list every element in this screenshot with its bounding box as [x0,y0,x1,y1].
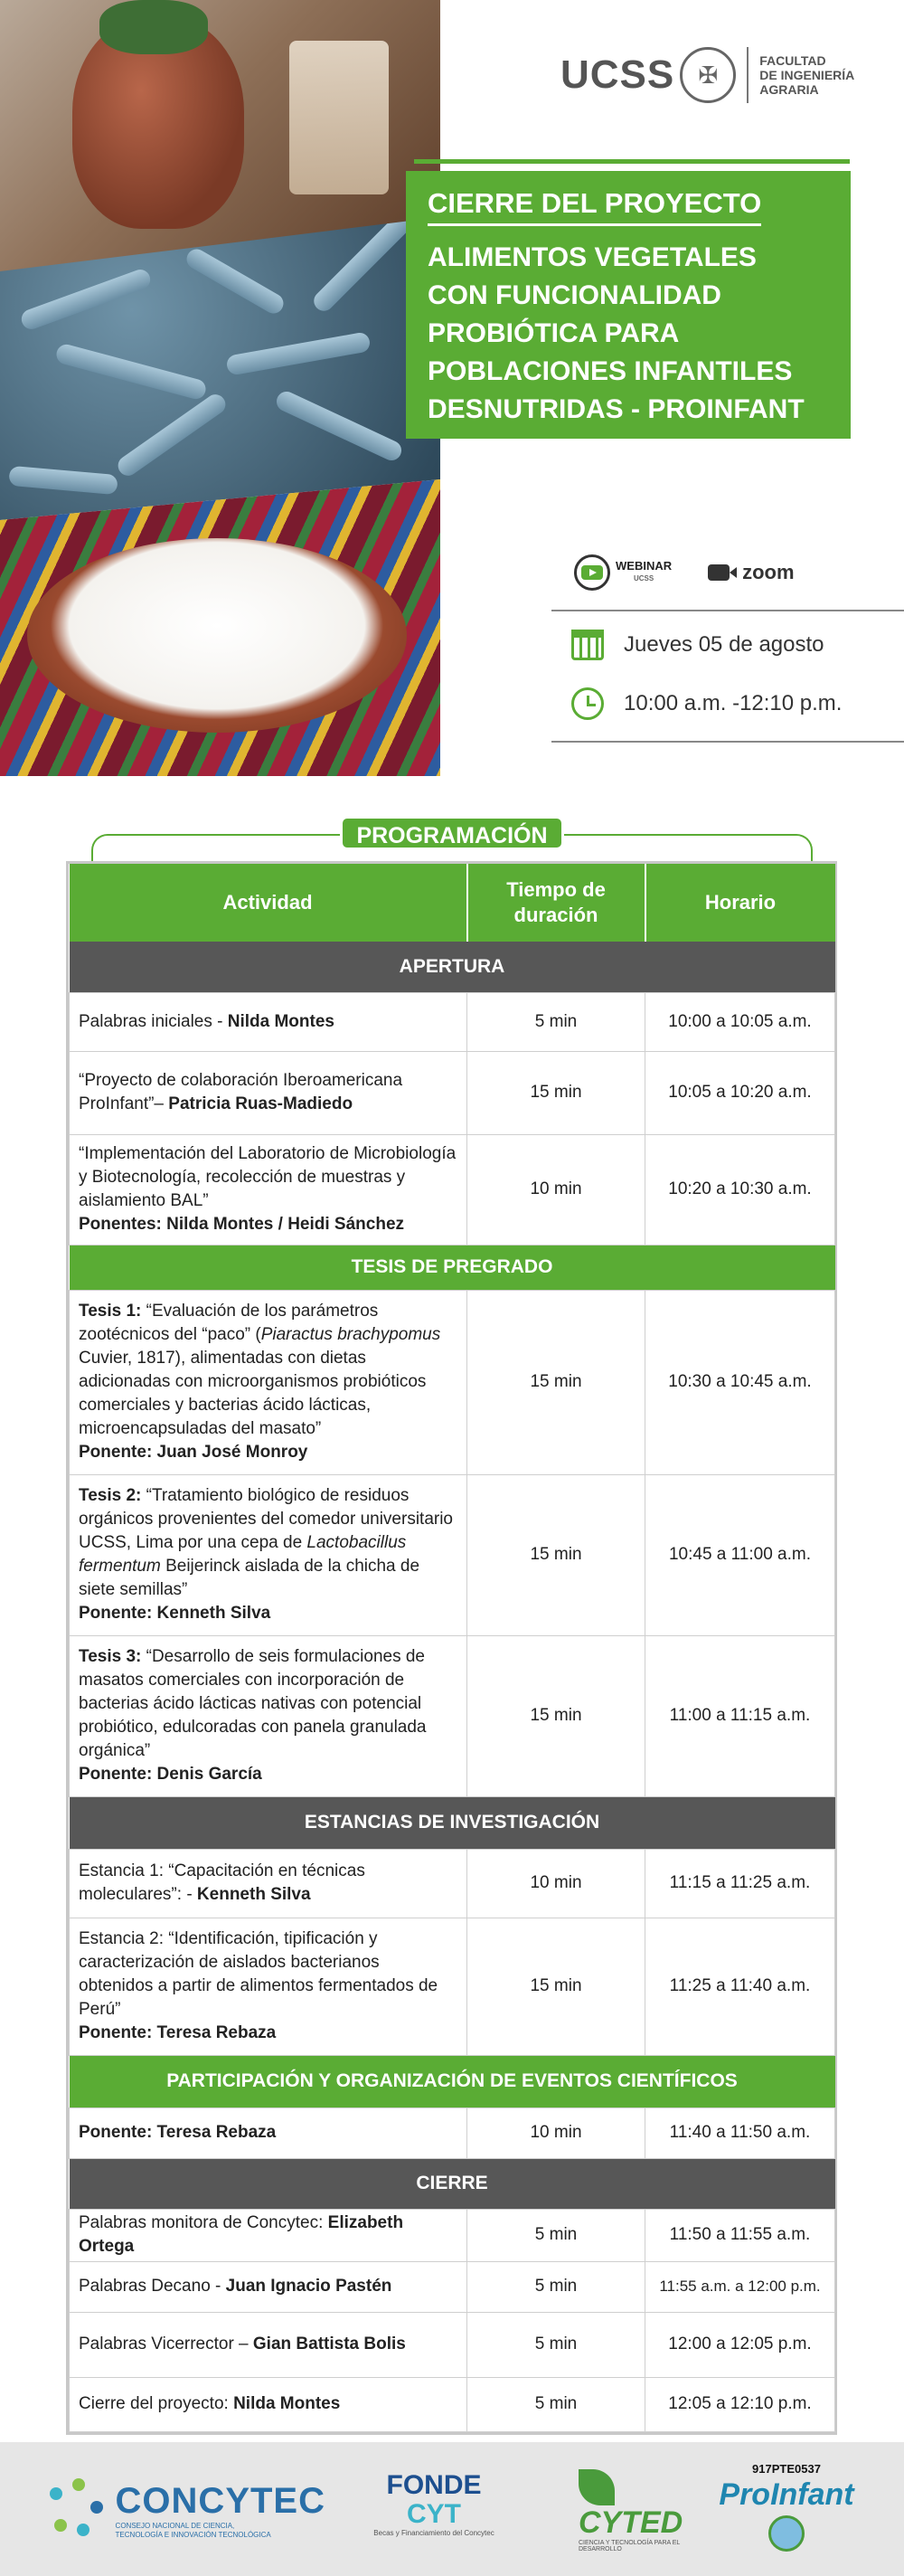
duration-cell: 5 min [467,2312,645,2377]
activity-cell [70,2261,467,2312]
camera-icon [708,564,730,581]
webinar-text [616,560,672,585]
activity-cell [70,1051,467,1134]
concytec-subtitle: TECNOLOGÍA E INNOVACIÓN TECNOLÓGICA [115,2530,271,2539]
activity-text: “Evaluación de los parámetros zootécnicos del “paco” ( [79,1302,379,1344]
col-duration-line: Tiempo de [506,878,606,901]
faculty-line: FACULTAD [759,53,826,68]
divider [551,610,904,611]
schedule-cell: 11:15 a 11:25 a.m. [645,1849,835,1918]
duration-cell: 10 min [467,1849,645,1918]
schedule-cell: 10:20 a 10:30 a.m. [645,1134,835,1245]
activity-cell [70,2312,467,2377]
title-line: DESNUTRIDAS - PROINFANT [428,394,805,424]
duration-cell: 10 min [467,2107,645,2158]
bacterium [8,466,118,495]
schedule-table [66,861,837,2435]
species-name: Lactobacillus fermentum [79,1533,407,1576]
bacterium [19,267,153,332]
table-row [70,2107,835,2158]
duration-cell: 15 min [467,1290,645,1474]
schedule-cell: 10:00 a 10:05 a.m. [645,992,835,1051]
section-row [70,1245,835,1290]
schedule-cell: 11:40 a 11:50 a.m. [645,2107,835,2158]
concytec-text [116,2481,325,2540]
speaker-name: Ponente: Teresa Rebaza [79,2123,277,2142]
university-seal-icon: ✠ [680,47,736,103]
activity-text: Estancia 2: “Identificación, tipificación y caracterización de aislados bacterianos obtenidos a partir de alimentos fermentados de Perú” [79,1929,438,2019]
activity-cell [70,1918,467,2055]
col-duration [467,864,645,942]
schedule-cell: 11:55 a.m. a 12:00 p.m. [645,2261,835,2312]
photo-collage [0,0,440,776]
logo-divider [747,47,749,103]
activity-text: Cierre del proyecto: [79,2394,234,2413]
event-time: 10:00 a.m. -12:10 p.m. [624,691,843,715]
activity-text: Palabras Decano - [79,2277,226,2296]
zoom-logo [708,561,794,584]
duration-cell: 5 min [467,2261,645,2312]
zoom-label: zoom [742,561,795,583]
bacterium [225,331,371,375]
divider [551,741,904,743]
activity-cell [70,2377,467,2431]
title-accent-line [414,159,850,164]
thesis-label: Tesis 3: [79,1647,142,1666]
activity-cell [70,1134,467,1245]
table-row [70,1918,835,2055]
activity-text: “Desarrollo de seis formulaciones de masatos comerciales con incorporación de bacterias ácido lácticas nativas con potencial probiótico, edulcoradas con panela granulada orgánica” [79,1647,427,1760]
table-row [70,1849,835,1918]
webinar-label: WEBINAR [616,559,673,573]
table-row [70,1051,835,1134]
sponsors-footer [0,2442,904,2576]
speaker-name: Elizabeth Ortega [79,2213,404,2256]
proinfant-wordmark: ProInfant [719,2477,854,2512]
schedule-cell: 12:00 a 12:05 p.m. [645,2312,835,2377]
speaker-name: Patricia Ruas-Madiedo [168,1094,353,1113]
table-row [70,992,835,1051]
title-box [406,171,851,439]
play-icon [574,554,610,591]
species-name: Piaractus brachypomus [260,1325,441,1344]
duration-cell: 15 min [467,1474,645,1635]
col-activity: Actividad [70,864,467,942]
speaker-name: Kenneth Silva [196,1885,311,1904]
section-title: ESTANCIAS DE INVESTIGACIÓN [70,1796,835,1849]
cyted-wordmark: CYTED [579,2505,683,2540]
speaker-name: Ponente: Teresa Rebaza [79,2023,277,2042]
activity-cell [70,1290,467,1474]
fondecyt-subtitle: Becas y Financiamiento del Concytec [373,2529,494,2537]
duration-cell: 5 min [467,2377,645,2431]
webinar-sub: UCSS [633,574,654,582]
speaker-name: Juan Ignacio Pastén [225,2277,392,2296]
speaker-name: Ponente: Kenneth Silva [79,1604,271,1623]
activity-cell [70,2209,467,2261]
thesis-label: Tesis 2: [79,1486,142,1505]
duration-cell: 10 min [467,1134,645,1245]
speaker-name: Ponente: Denis García [79,1765,262,1784]
activity-text: Estancia 1: “Capacitación en técnicas moleculares”: - [79,1861,365,1904]
proinfant-logo [710,2462,863,2571]
bacterium [54,342,208,401]
section-row [70,2055,835,2107]
activity-cell [70,992,467,1051]
table-row [70,1134,835,1245]
cyt-wordmark: CYT [407,2499,461,2529]
schedule-cell: 10:30 a 10:45 a.m. [645,1290,835,1474]
event-date: Jueves 05 de agosto [624,632,824,657]
activity-text: “Proyecto de colaboración Iberoamericana ProInfant”– [79,1071,403,1113]
leaf-icon [579,2469,615,2505]
title-line: CON FUNCIONALIDAD [428,280,721,310]
fondecyt-logo [371,2471,497,2552]
schedule-cell: 11:00 a 11:15 a.m. [645,1635,835,1796]
activity-text: “Tratamiento biológico de residuos orgánicos provenientes del comedor universitario UCSS, Lima por una cepa de [79,1486,454,1552]
section-title: PARTICIPACIÓN Y ORGANIZACIÓN DE EVENTOS CIENTÍFICOS [70,2055,835,2107]
activity-text: Palabras monitora de Concytec: [79,2213,328,2232]
concytec-wordmark: CONCYTEC [115,2480,325,2521]
cyted-logo [579,2469,705,2560]
faculty-name [759,53,854,97]
schedule-cell: 11:25 a 11:40 a.m. [645,1918,835,2055]
baby-icon [768,2515,805,2552]
duration-cell: 15 min [467,1918,645,2055]
duration-cell: 15 min [467,1051,645,1134]
duration-cell: 5 min [467,992,645,1051]
title-line: PROBIÓTICA PARA [428,318,680,348]
faculty-line: DE INGENIERÍA [759,68,855,82]
activity-text: Palabras iniciales - [79,1011,228,1031]
activity-cell [70,2107,467,2158]
faculty-line: AGRARIA [759,82,819,97]
network-icon [45,2478,107,2542]
table-row [70,1635,835,1796]
pot-cloth-shape [99,0,208,54]
concytec-logo [45,2469,325,2551]
table-row [70,2312,835,2377]
title-line: POBLACIONES INFANTILES [428,356,793,386]
drink-glass-shape [289,41,389,194]
col-schedule: Horario [645,864,835,942]
activity-text: Cuvier, 1817), alimentadas con dietas adicionadas con microorganismos probióticos comerciales y bacterias ácido lácticas, microencapsuladas del masato” [79,1349,427,1438]
title-kicker: CIERRE DEL PROYECTO [428,187,761,226]
schedule-cell: 10:45 a 11:00 a.m. [645,1474,835,1635]
speaker-name: Nilda Montes [233,2394,341,2413]
duration-cell: 15 min [467,1635,645,1796]
thesis-label: Tesis 1: [79,1302,142,1321]
schedule-cell: 11:50 a 11:55 a.m. [645,2209,835,2261]
section-row [70,2158,835,2209]
section-row [70,942,835,992]
activity-text: “Implementación del Laboratorio de Microbiología y Biotecnología, recolección de muestras y aislamiento BAL” [79,1144,457,1210]
clock-icon [571,687,604,720]
speaker-name: Gian Battista Bolis [252,2334,406,2353]
concytec-subtitle: CONSEJO NACIONAL DE CIENCIA, [115,2521,235,2530]
section-title: APERTURA [70,942,835,992]
title-line: ALIMENTOS VEGETALES [428,242,757,272]
schedule-cell: 12:05 a 12:10 p.m. [645,2377,835,2431]
activity-text: Palabras Vicerrector – [79,2334,253,2353]
ucss-logo [560,43,868,107]
activity-cell [70,1474,467,1635]
programacion-label: PROGRAMACIÓN [340,816,564,850]
duration-cell: 5 min [467,2209,645,2261]
hero [0,0,904,776]
speaker-name: Nilda Montes [227,1011,334,1031]
bowl-shape [27,538,407,733]
speaker-name: Ponentes: Nilda Montes / Heidi Sánchez [79,1215,405,1234]
section-row [70,1796,835,1849]
table-row [70,1290,835,1474]
speaker-name: Ponente: Juan José Monroy [79,1443,308,1462]
project-code: 917PTE0537 [752,2462,821,2476]
section-title: CIERRE [70,2158,835,2209]
section-title: TESIS DE PREGRADO [70,1245,835,1290]
table-row [70,2261,835,2312]
event-date-row [571,627,824,663]
table-row [70,2209,835,2261]
activity-cell [70,1635,467,1796]
activity-cell [70,1849,467,1918]
bacterium [273,388,404,463]
ucss-wordmark: UCSS [560,52,675,97]
cyted-subtitle: CIENCIA Y TECNOLOGÍA PARA EL DESARROLLO [579,2540,681,2552]
bacterium [114,391,229,479]
table-row [70,1474,835,1635]
col-duration-line: duración [513,904,598,926]
fonde-wordmark: FONDE [386,2470,482,2500]
table-header [70,864,835,942]
project-title [428,239,829,429]
schedule-cell: 10:05 a 10:20 a.m. [645,1051,835,1134]
event-time-row [571,686,842,722]
calendar-icon [571,630,604,660]
table-row [70,2377,835,2431]
webinar-logo [574,554,672,591]
activity-text: Beijerinck aislada de la chicha de siete semillas” [79,1557,420,1599]
bacterium [184,245,287,317]
platforms [574,553,845,592]
